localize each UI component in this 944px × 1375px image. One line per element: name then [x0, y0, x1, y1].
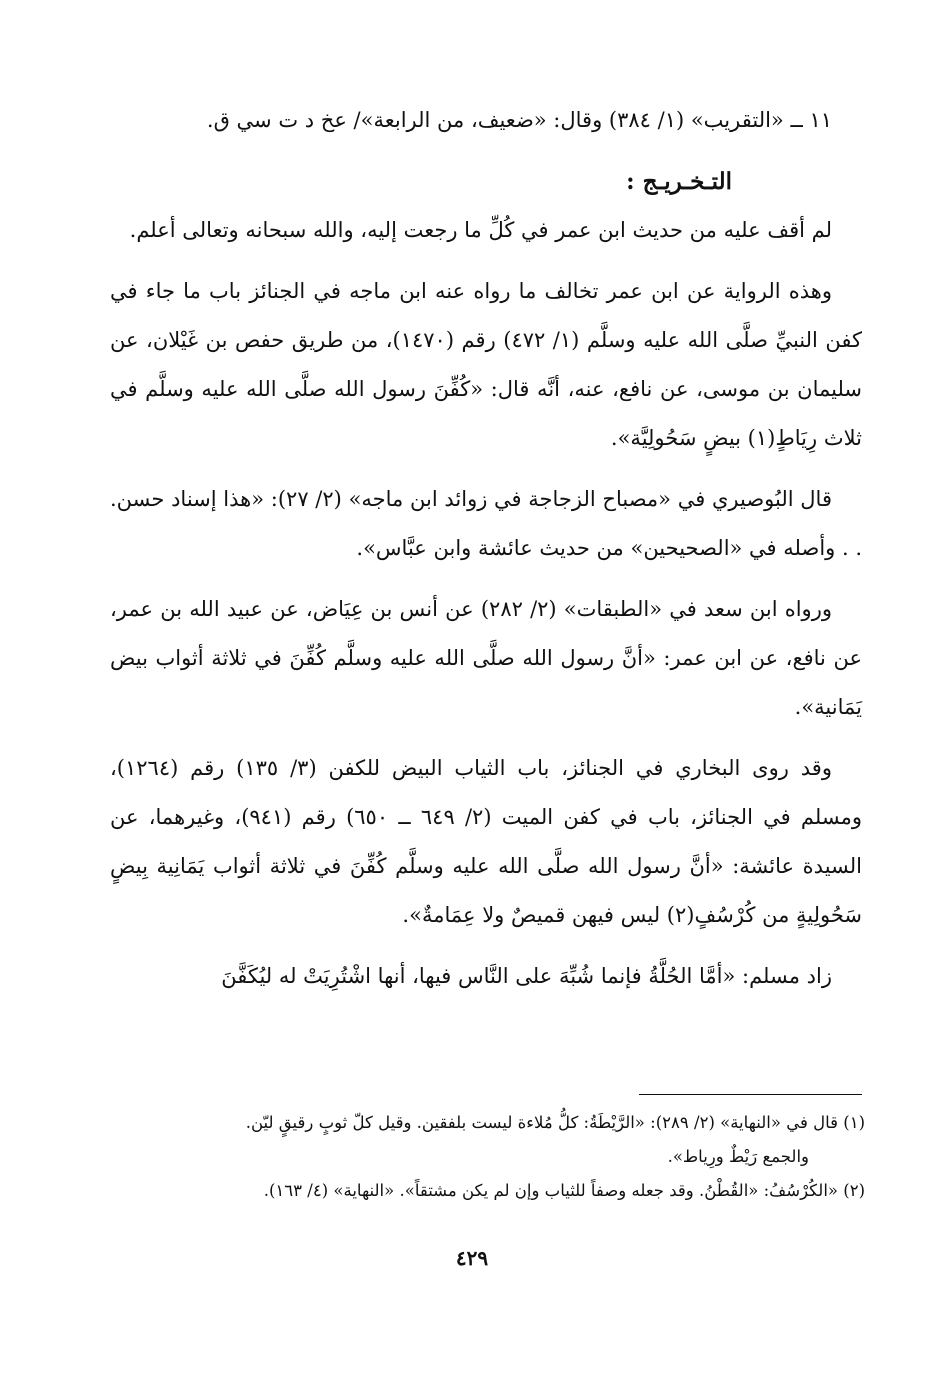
- footnote-1-continued: والجمع رَيْطٌ ورِياط».: [667, 1147, 809, 1166]
- muslim-addition-paragraph: زاد مسلم: «أمَّا الحُلَّةُ فإنما شُبِّهَ على النَّاس فيها، أنها اشْتُرِيَتْ له ليُكَفَّنَ: [221, 964, 832, 988]
- page-number: ٤٢٩: [455, 1246, 489, 1270]
- footnote-divider: [639, 1094, 862, 1095]
- bukhari-muslim-paragraph: وقد روى البخاري في الجنائز، باب الثياب البيض للكفن (٣/ ١٣٥) رقم (١٢٦٤)، ومسلم في الجنائز، باب في كفن الميت (٢/ ٦٤٩ ــ ٦٥٠) رقم (٩٤١)، وغيرهما، عن السيدة عائشة: «أنَّ رسول الله صلَّى الله عليه وسلَّم كُفِّنَ في ثلاثة أثواب يَمَانِية بِيضٍ سَحُولِيةٍ من كُرْسُفٍ(٢) ليس فيهن قميصٌ ولا عِمَامةٌ».: [110, 756, 862, 927]
- footnote-2: (٢) «الكُرْسُفُ: «القُطْنُ. وقد جعله وصفاً للثياب وإن لم يكن مشتقاً». «النهاية» (٤/ ١٦٣).: [263, 1181, 865, 1200]
- busiri-paragraph: قال البُوصيري في «مصباح الزجاجة في زوائد ابن ماجه» (٢/ ٢٧): «هذا إسناد حسن. . . وأصله في «الصحيحين» من حديث عائشة وابن عبَّاس».: [110, 487, 862, 560]
- main-text: [110, 96, 862, 1013]
- ibn-saad-paragraph: ورواه ابن سعد في «الطبقات» (٢/ ٢٨٢) عن أنس بن عِيَاض، عن عبيد الله بن عمر، عن نافع، عن ابن عمر: «أنَّ رسول الله صلَّى الله عليه وسلَّم كُفِّنَ في ثلاثة أثواب بيض يَمَانية».: [110, 597, 862, 719]
- section-heading: التـخـريـج :: [626, 168, 732, 195]
- takhrij-paragraph: لم أقف عليه من حديث ابن عمر في كُلِّ ما رجعت إليه، والله سبحانه وتعالى أعلم.: [129, 218, 832, 242]
- footnotes: [110, 1106, 865, 1208]
- footnote-1: (١) قال في «النهاية» (٢/ ٢٨٩): «الرَّيْطَةُ: كلُّ مُلاءة ليست بلفقين. وقيل كلّ ثوبٍ رقيقٍ ليّن.: [245, 1113, 865, 1132]
- narrator-note-paragraph: ١١ ــ «التقريب» (١/ ٣٨٤) وقال: «ضعيف، من الرابعة»/ عخ د ت سي ق.: [206, 108, 832, 132]
- ibn-majah-paragraph: وهذه الرواية عن ابن عمر تخالف ما رواه عنه ابن ماجه في الجنائز باب ما جاء في كفن النبيِّ صلَّى الله عليه وسلَّم (١/ ٤٧٢) رقم (١٤٧٠)، من طريق حفص بن غَيْلان، عن سليمان بن موسى، عن نافع، عنه، أنَّه قال: «كُفِّنَ رسول الله صلَّى الله عليه وسلَّم في ثلاث رِيَاطٍ(١) بيضٍ سَحُولِيَّة».: [110, 279, 862, 450]
